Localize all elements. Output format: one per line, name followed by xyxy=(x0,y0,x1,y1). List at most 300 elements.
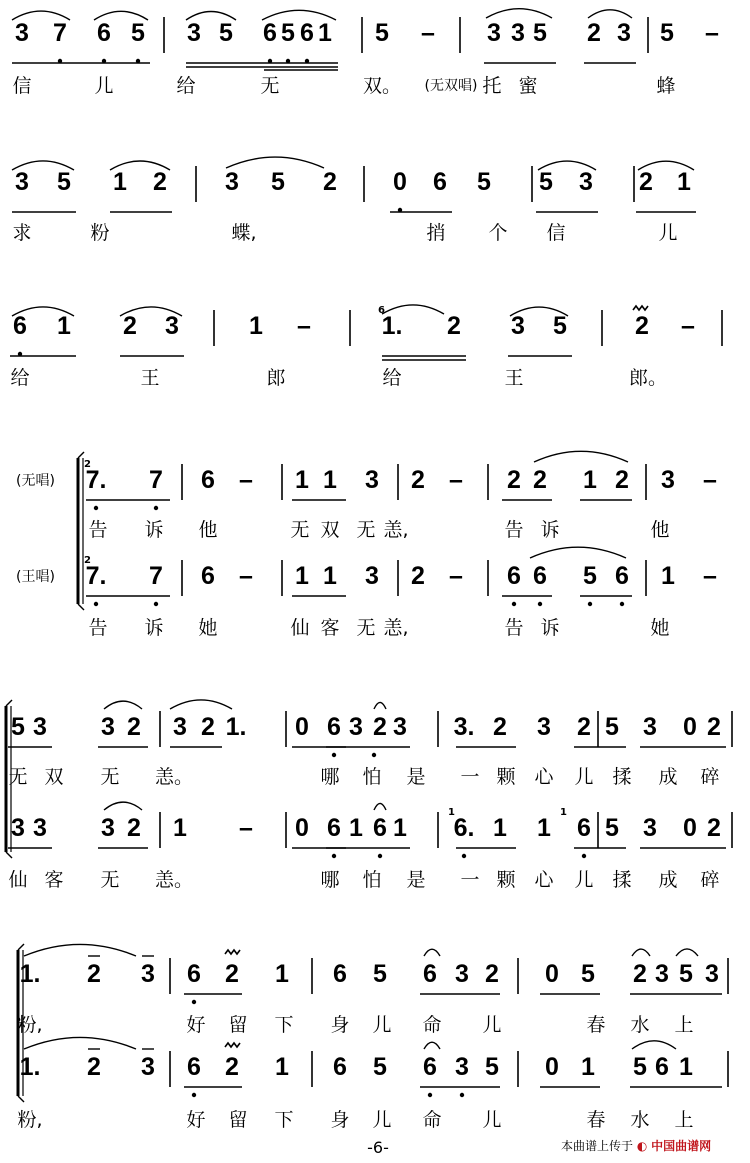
lyric-syllable: 郎。 xyxy=(628,367,668,389)
jianpu-note: 3 xyxy=(365,466,379,494)
jianpu-note: 6 xyxy=(507,562,521,590)
jianpu-note: 5 xyxy=(131,19,145,47)
octave-dot xyxy=(58,59,62,63)
jianpu-note: 3. xyxy=(453,713,475,741)
slur xyxy=(104,701,142,709)
jianpu-note: 1 xyxy=(583,466,597,494)
jianpu-note: 1 xyxy=(349,814,363,842)
jianpu-note: 5 xyxy=(485,1053,499,1081)
lyric-syllable: 他 xyxy=(198,519,218,541)
system-bracket xyxy=(6,700,12,706)
jianpu-note: 2 xyxy=(153,168,167,196)
jianpu-note: – xyxy=(297,312,311,340)
octave-dot xyxy=(154,602,158,606)
jianpu-note: 5 xyxy=(533,19,547,47)
lyric-syllable: 揉 xyxy=(612,869,632,891)
jianpu-note: 3 xyxy=(101,814,115,842)
lyric-syllable: 给 xyxy=(176,75,196,97)
jianpu-note: 3 xyxy=(511,19,525,47)
jianpu-note: 3 xyxy=(643,713,657,741)
jianpu-note: – xyxy=(421,19,435,47)
lyric-syllable: 心 xyxy=(534,869,554,891)
jianpu-note: 6 xyxy=(373,814,387,842)
jianpu-note: 2 xyxy=(587,19,601,47)
octave-dot xyxy=(332,753,336,757)
octave-dot xyxy=(192,1093,196,1097)
lyric-syllable: 她 xyxy=(198,617,218,639)
lyric-syllable: 恙。 xyxy=(154,869,194,891)
jianpu-note: 6 xyxy=(615,562,629,590)
jianpu-note: – xyxy=(239,562,253,590)
lyric-syllable: 客 xyxy=(320,617,340,639)
lyric-syllable: 无 xyxy=(100,766,120,788)
jianpu-note: 5 xyxy=(477,168,491,196)
jianpu-note: 3 xyxy=(537,713,551,741)
jianpu-note: 3 xyxy=(643,814,657,842)
jianpu-note: 3 xyxy=(33,713,47,741)
jianpu-note: 6 xyxy=(327,814,341,842)
jianpu-note: 1 xyxy=(295,466,309,494)
slur xyxy=(374,702,386,709)
jianpu-note: 5 xyxy=(219,19,233,47)
octave-dot xyxy=(18,352,22,356)
jianpu-note: 5 xyxy=(373,1053,387,1081)
lyric-syllable: 无 xyxy=(356,617,376,639)
jianpu-note: 5 xyxy=(57,168,71,196)
jianpu-note: 6 xyxy=(263,19,277,47)
jianpu-note: 7 xyxy=(149,466,163,494)
jianpu-note: 2 xyxy=(707,713,721,741)
jianpu-note: 0 xyxy=(683,814,697,842)
jianpu-note: 3 xyxy=(455,960,469,988)
footer-uploader-text: 本曲谱上传于 xyxy=(561,1139,634,1153)
jianpu-note: – xyxy=(681,312,695,340)
octave-dot xyxy=(286,59,290,63)
jianpu-note: – xyxy=(449,466,463,494)
system-bracket xyxy=(78,604,84,610)
lyric-syllable: 好 xyxy=(186,1014,206,1036)
slur xyxy=(676,949,698,956)
jianpu-note: 2 xyxy=(493,713,507,741)
grace-note: 6 xyxy=(378,305,385,316)
lyric-syllable: 怕 xyxy=(362,869,382,891)
lyric-syllable: 一 xyxy=(460,766,480,788)
slur xyxy=(24,1037,136,1049)
lyric-syllable: 王 xyxy=(140,367,160,389)
lyric-syllable: 无 xyxy=(290,519,310,541)
lyric-syllable: 客 xyxy=(44,869,64,891)
octave-dot xyxy=(462,854,466,858)
jianpu-note: 2 xyxy=(123,312,137,340)
jianpu-note: 2 xyxy=(225,1053,239,1081)
jianpu-note: 6 xyxy=(187,960,201,988)
jianpu-note: 1 xyxy=(275,960,289,988)
jianpu-note: 3 xyxy=(705,960,719,988)
lyric-syllable: 上 xyxy=(674,1109,694,1131)
jianpu-note: 1 xyxy=(275,1053,289,1081)
lyric-syllable: 水 xyxy=(630,1014,650,1036)
jianpu-note: 1. xyxy=(19,960,41,988)
jianpu-note: 2 xyxy=(87,960,101,988)
jianpu-note: 7 xyxy=(53,19,67,47)
lyric-syllable: 粉, xyxy=(17,1109,43,1131)
slur xyxy=(486,9,552,18)
octave-dot xyxy=(538,602,542,606)
lyric-syllable: 双。 xyxy=(362,75,402,97)
jianpu-note: 3 xyxy=(511,312,525,340)
slur xyxy=(588,10,632,18)
lyric-syllable: 告 xyxy=(88,519,108,541)
footer-site-name: 中国曲谱网 xyxy=(651,1139,712,1153)
jianpu-note: 1 xyxy=(249,312,263,340)
jianpu-note: 2 xyxy=(201,713,215,741)
jianpu-note: 3 xyxy=(617,19,631,47)
lyric-syllable: 恙, xyxy=(383,519,409,541)
jianpu-note: 6 xyxy=(201,562,215,590)
jianpu-note: – xyxy=(449,562,463,590)
jianpu-note: 6 xyxy=(423,1053,437,1081)
jianpu-note: 6 xyxy=(577,814,591,842)
jianpu-note: 5 xyxy=(375,19,389,47)
jianpu-note: 3 xyxy=(455,1053,469,1081)
lyric-syllable: 无 xyxy=(260,75,280,97)
lyric-syllable: 儿 xyxy=(372,1014,392,1036)
jianpu-note: 1. xyxy=(225,713,247,741)
trill-mark xyxy=(225,1043,240,1047)
grace-note: 2 xyxy=(84,459,91,470)
jianpu-note: 0 xyxy=(393,168,407,196)
jianpu-note: 1 xyxy=(581,1053,595,1081)
jianpu-note: 6 xyxy=(333,1053,347,1081)
jianpu-note: 1 xyxy=(318,19,332,47)
jianpu-note: 6. xyxy=(453,814,475,842)
jianpu-note: 2 xyxy=(447,312,461,340)
slur xyxy=(424,949,440,956)
lyric-syllable: 个 xyxy=(488,222,508,244)
jianpu-note: 3 xyxy=(15,19,29,47)
octave-dot xyxy=(94,602,98,606)
jianpu-note: 6 xyxy=(433,168,447,196)
slur xyxy=(24,944,136,956)
jianpu-note: 5 xyxy=(373,960,387,988)
lyric-syllable: 春 xyxy=(586,1014,606,1036)
system-bracket xyxy=(6,852,12,858)
lyric-syllable: 心 xyxy=(534,766,554,788)
lyric-syllable: 给 xyxy=(382,367,402,389)
lyric-syllable: 托 xyxy=(482,75,502,97)
voice-label: (王唱) xyxy=(16,569,55,585)
lyric-syllable: 郎 xyxy=(266,367,286,389)
octave-dot xyxy=(192,1000,196,1004)
lyric-syllable: 儿 xyxy=(574,766,594,788)
jianpu-note: 3 xyxy=(187,19,201,47)
jianpu-note: 5 xyxy=(583,562,597,590)
jianpu-note: 6 xyxy=(327,713,341,741)
jianpu-note: 0 xyxy=(295,713,309,741)
jianpu-note: 2 xyxy=(507,466,521,494)
lyric-syllable: 儿 xyxy=(658,222,678,244)
lyric-syllable: 命 xyxy=(422,1014,442,1036)
jianpu-note: 3 xyxy=(579,168,593,196)
lyric-syllable: 颗 xyxy=(496,766,516,788)
jianpu-note: 2 xyxy=(533,466,547,494)
lyric-syllable: 春 xyxy=(586,1109,606,1131)
slur xyxy=(534,451,628,462)
jianpu-note: 7 xyxy=(149,562,163,590)
footer-watermark xyxy=(561,1140,711,1152)
jianpu-note: 3 xyxy=(393,713,407,741)
jianpu-note: 7. xyxy=(85,466,107,494)
jianpu-note: 3 xyxy=(365,562,379,590)
grace-note: 2 xyxy=(84,555,91,566)
lyric-syllable: 诉 xyxy=(144,519,164,541)
jianpu-note: 6 xyxy=(187,1053,201,1081)
jianpu-note: 3 xyxy=(487,19,501,47)
lyric-syllable: 成 xyxy=(658,766,678,788)
jianpu-note: 3 xyxy=(655,960,669,988)
octave-dot xyxy=(372,753,376,757)
jianpu-note: 7. xyxy=(85,562,107,590)
lyric-syllable: 碎 xyxy=(700,766,720,788)
jianpu-note: 1 xyxy=(493,814,507,842)
lyric-syllable: (无双唱) xyxy=(424,78,478,94)
jianpu-note: 0 xyxy=(683,713,697,741)
jianpu-note: 2 xyxy=(225,960,239,988)
lyric-syllable: 无 xyxy=(100,869,120,891)
grace-note: 1 xyxy=(560,807,567,818)
lyric-syllable: 双 xyxy=(44,766,64,788)
jianpu-note: – xyxy=(703,466,717,494)
octave-dot xyxy=(378,854,382,858)
slur xyxy=(632,949,650,956)
lyric-syllable: 恙, xyxy=(383,617,409,639)
octave-dot xyxy=(512,602,516,606)
lyric-syllable: 碎 xyxy=(700,869,720,891)
jianpu-note: 5 xyxy=(281,19,295,47)
jianpu-note: 1 xyxy=(537,814,551,842)
lyric-syllable: 身 xyxy=(330,1014,350,1036)
lyric-syllable: 命 xyxy=(422,1109,442,1131)
lyric-syllable: 怕 xyxy=(362,766,382,788)
jianpu-note: 5 xyxy=(581,960,595,988)
lyric-syllable: 儿 xyxy=(372,1109,392,1131)
jianpu-note: 3 xyxy=(141,1053,155,1081)
slur xyxy=(424,1042,440,1049)
jianpu-note: 3 xyxy=(661,466,675,494)
jianpu-note: 3 xyxy=(15,168,29,196)
jianpu-note: 1 xyxy=(173,814,187,842)
system-bracket xyxy=(18,944,24,950)
jianpu-note: 2 xyxy=(411,562,425,590)
system-bracket xyxy=(18,1096,24,1102)
jianpu-note: 5 xyxy=(633,1053,647,1081)
lyric-syllable: 诉 xyxy=(540,617,560,639)
octave-dot xyxy=(305,59,309,63)
slur xyxy=(632,1041,676,1049)
jianpu-note: 2 xyxy=(633,960,647,988)
jianpu-note: 5 xyxy=(11,713,25,741)
jianpu-note: 5 xyxy=(553,312,567,340)
lyric-syllable: 求 xyxy=(12,222,32,244)
jianpu-note: 2 xyxy=(127,814,141,842)
lyric-syllable: 蝶, xyxy=(231,222,257,244)
lyric-syllable: 儿 xyxy=(94,75,114,97)
jianpu-note: 5 xyxy=(605,713,619,741)
lyric-syllable: 告 xyxy=(88,617,108,639)
jianpu-note: 2 xyxy=(635,312,649,340)
lyric-syllable: 信 xyxy=(12,75,32,97)
jianpu-note: 3 xyxy=(101,713,115,741)
slur xyxy=(170,700,232,709)
lyric-syllable: 仙 xyxy=(290,617,310,639)
jianpu-note: 2 xyxy=(127,713,141,741)
lyric-syllable: 蜜 xyxy=(518,75,538,97)
jianpu-note: 5 xyxy=(679,960,693,988)
octave-dot xyxy=(94,506,98,510)
octave-dot xyxy=(588,602,592,606)
jianpu-note: – xyxy=(239,814,253,842)
lyric-syllable: 告 xyxy=(504,519,524,541)
lyric-syllable: 儿 xyxy=(482,1014,502,1036)
jianpu-note: – xyxy=(705,19,719,47)
lyric-syllable: 好 xyxy=(186,1109,206,1131)
lyric-syllable: 仙 xyxy=(8,869,28,891)
lyric-syllable: 给 xyxy=(10,367,30,389)
jianpu-note: 6 xyxy=(333,960,347,988)
lyric-syllable: 哪 xyxy=(320,766,340,788)
jianpu-note: 5 xyxy=(605,814,619,842)
jianpu-note: 3 xyxy=(173,713,187,741)
jianpu-note: 1 xyxy=(57,312,71,340)
jianpu-note: 0 xyxy=(545,960,559,988)
octave-dot xyxy=(332,854,336,858)
slur xyxy=(374,803,386,810)
jianpu-note: 2 xyxy=(323,168,337,196)
jianpu-note: 1 xyxy=(393,814,407,842)
lyric-syllable: 下 xyxy=(274,1109,294,1131)
jianpu-note: 6 xyxy=(97,19,111,47)
lyric-syllable: 她 xyxy=(650,617,670,639)
octave-dot xyxy=(582,854,586,858)
lyric-syllable: 是 xyxy=(406,869,426,891)
jianpu-note: 3 xyxy=(165,312,179,340)
jianpu-note: – xyxy=(703,562,717,590)
octave-dot xyxy=(398,208,402,212)
voice-label: (无唱) xyxy=(16,473,55,489)
lyric-syllable: 粉, xyxy=(17,1014,43,1036)
lyric-syllable: 揉 xyxy=(612,766,632,788)
lyric-syllable: 他 xyxy=(650,519,670,541)
octave-dot xyxy=(460,1093,464,1097)
lyric-syllable: 一 xyxy=(460,869,480,891)
jianpu-note: 1 xyxy=(677,168,691,196)
jianpu-note: 2 xyxy=(87,1053,101,1081)
lyric-syllable: 诉 xyxy=(144,617,164,639)
slur xyxy=(530,547,626,558)
lyric-syllable: 蜂 xyxy=(656,75,676,97)
jianpu-note: 5 xyxy=(660,19,674,47)
lyric-syllable: 哪 xyxy=(320,869,340,891)
jianpu-note: 6 xyxy=(533,562,547,590)
lyric-syllable: 身 xyxy=(330,1109,350,1131)
lyric-syllable: 儿 xyxy=(482,1109,502,1131)
jianpu-note: 0 xyxy=(295,814,309,842)
jianpu-note: 2 xyxy=(615,466,629,494)
jianpu-note: 1. xyxy=(381,312,403,340)
jianpu-note: 2 xyxy=(411,466,425,494)
lyric-syllable: 上 xyxy=(674,1014,694,1036)
lyric-syllable: 恙。 xyxy=(154,766,194,788)
lyric-syllable: 无 xyxy=(356,519,376,541)
grace-note: 1 xyxy=(448,807,455,818)
jianpu-note: 3 xyxy=(349,713,363,741)
jianpu-note: 3 xyxy=(33,814,47,842)
trill-mark xyxy=(225,950,240,954)
lyric-syllable: 双 xyxy=(320,519,340,541)
jianpu-note: 6 xyxy=(201,466,215,494)
jianpu-note: 2 xyxy=(373,713,387,741)
octave-dot xyxy=(136,59,140,63)
lyric-syllable: 颗 xyxy=(496,869,516,891)
lyric-syllable: 捎 xyxy=(426,222,446,244)
jianpu-note: 1. xyxy=(19,1053,41,1081)
jianpu-note: 6 xyxy=(13,312,27,340)
lyric-syllable: 留 xyxy=(228,1109,248,1131)
jianpu-note: 2 xyxy=(639,168,653,196)
jianpu-note: 1 xyxy=(323,466,337,494)
lyric-syllable: 诉 xyxy=(540,519,560,541)
octave-dot xyxy=(620,602,624,606)
lyric-syllable: 王 xyxy=(504,367,524,389)
jianpu-note: 1 xyxy=(113,168,127,196)
lyric-syllable: 粉 xyxy=(90,222,110,244)
jianpu-note: – xyxy=(239,466,253,494)
jianpu-note: 1 xyxy=(295,562,309,590)
slur xyxy=(226,157,324,168)
lyric-syllable: 信 xyxy=(546,222,566,244)
octave-dot xyxy=(428,1093,432,1097)
trill-mark xyxy=(633,306,648,310)
slur xyxy=(104,802,142,810)
system-bracket xyxy=(78,452,84,458)
jianpu-note: 2 xyxy=(485,960,499,988)
jianpu-note: 3 xyxy=(225,168,239,196)
lyric-syllable: 留 xyxy=(228,1014,248,1036)
lyric-syllable: 下 xyxy=(274,1014,294,1036)
octave-dot xyxy=(268,59,272,63)
jianpu-note: 3 xyxy=(141,960,155,988)
jianpu-note: 1 xyxy=(679,1053,693,1081)
lyric-syllable: 无 xyxy=(8,766,28,788)
jianpu-note: 6 xyxy=(300,19,314,47)
octave-dot xyxy=(154,506,158,510)
site-logo-icon: ◐ xyxy=(636,1139,648,1153)
lyric-syllable: 成 xyxy=(658,869,678,891)
jianpu-note: 0 xyxy=(545,1053,559,1081)
lyric-syllable: 儿 xyxy=(574,869,594,891)
jianpu-note: 5 xyxy=(271,168,285,196)
lyric-syllable: 是 xyxy=(406,766,426,788)
jianpu-note: 5 xyxy=(539,168,553,196)
page-number: -6- xyxy=(367,1138,389,1157)
lyric-syllable: 水 xyxy=(630,1109,650,1131)
jianpu-note: 2 xyxy=(577,713,591,741)
jianpu-note: 1 xyxy=(661,562,675,590)
jianpu-note: 1 xyxy=(323,562,337,590)
octave-dot xyxy=(102,59,106,63)
lyric-syllable: 告 xyxy=(504,617,524,639)
jianpu-note: 2 xyxy=(707,814,721,842)
